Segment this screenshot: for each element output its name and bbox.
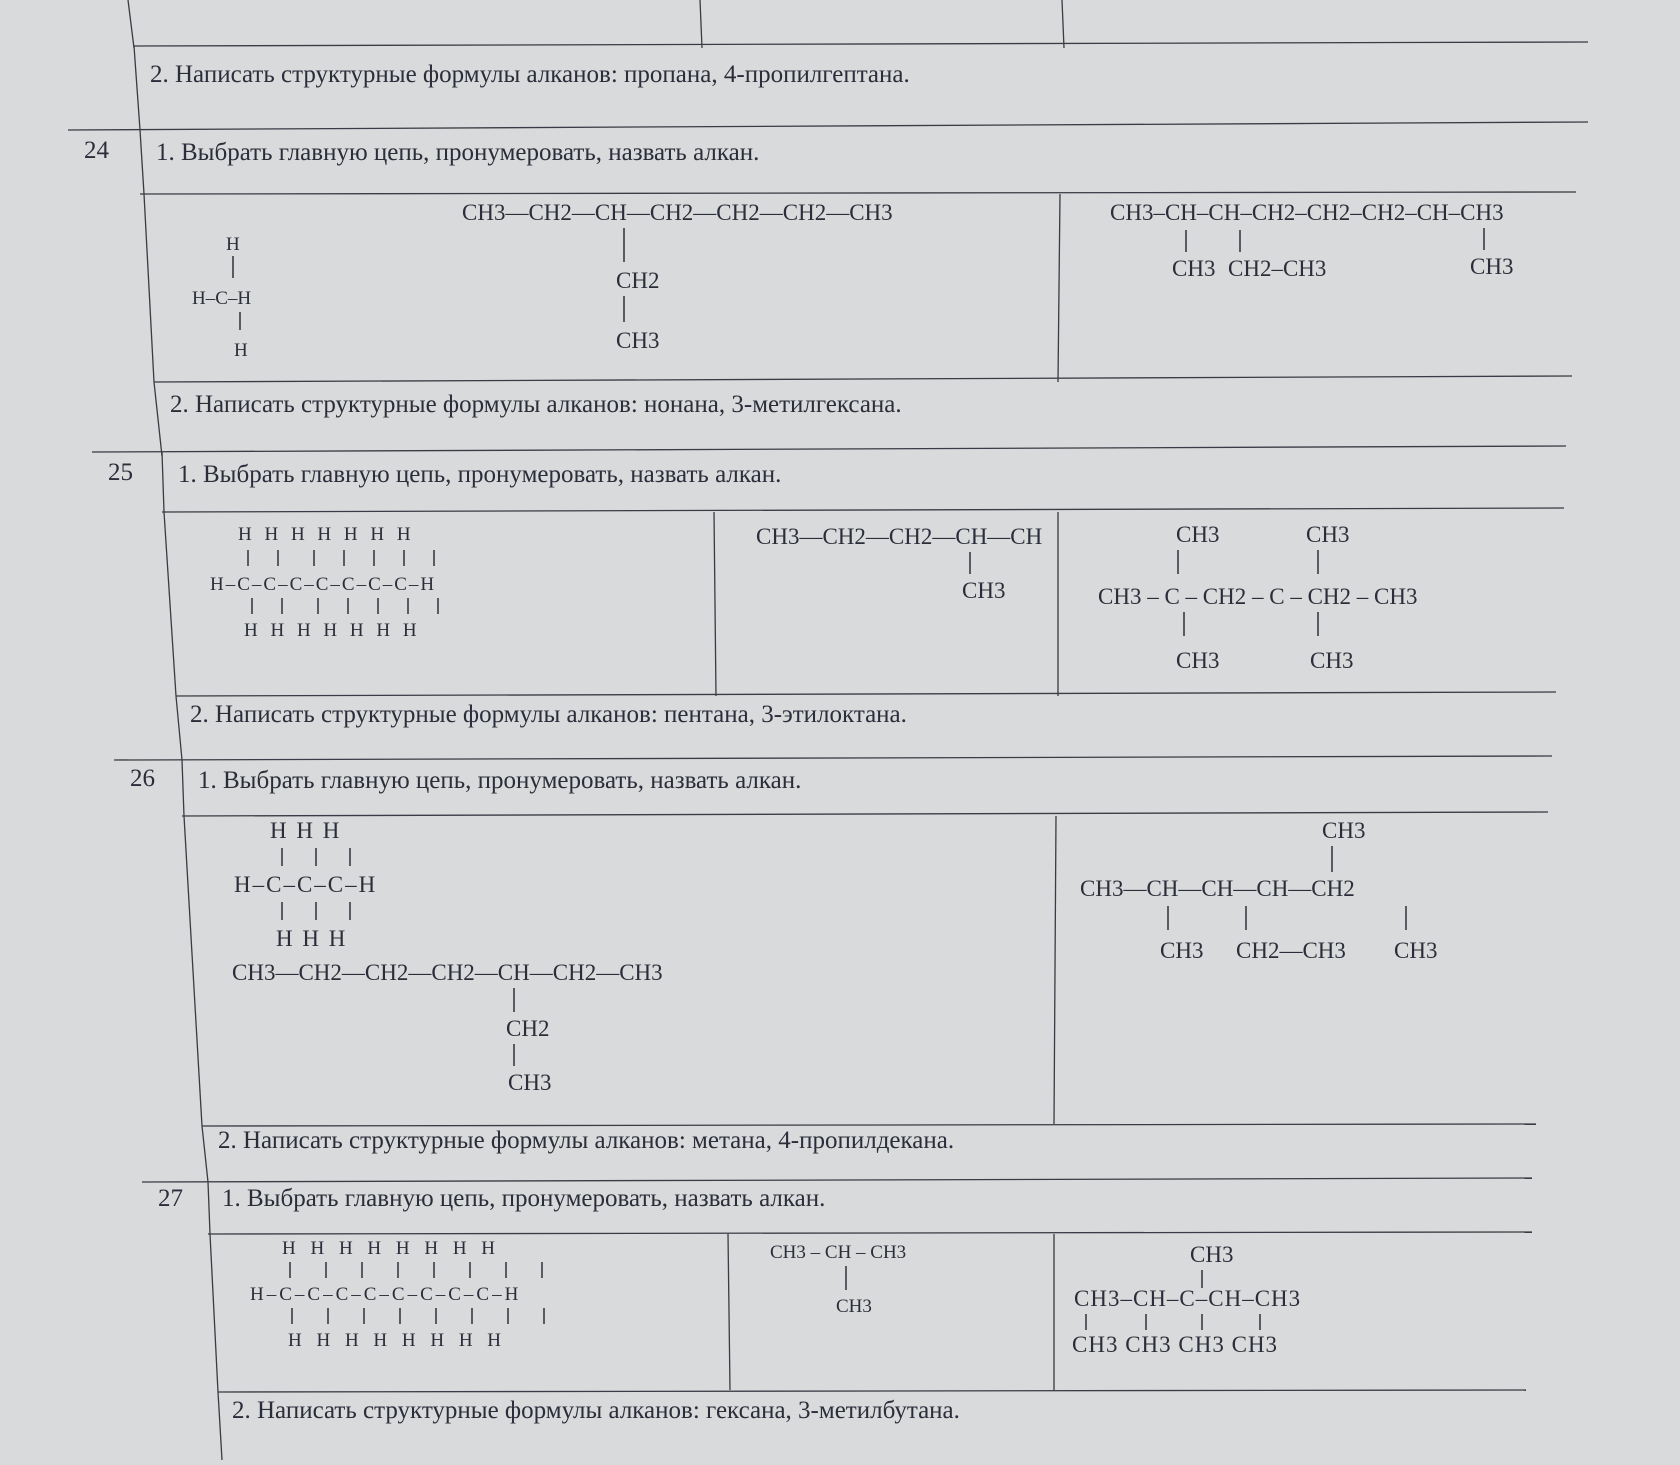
formula-branch: CH3	[1172, 256, 1216, 281]
row-26-task1: 1. Выбрать главную цепь, пронумеровать, назвать алкан.	[198, 767, 802, 794]
formula-26a	[232, 818, 663, 1095]
formula-bonds-bottom	[252, 598, 438, 614]
formula-chain: CH3—CH—CH—CH—CH2	[1080, 876, 1355, 901]
formula-24c	[1110, 200, 1513, 281]
formula-h-row: H H H H H H H H	[282, 1238, 501, 1259]
formula-27b	[770, 1242, 906, 1317]
formula-bonds-top	[248, 550, 434, 566]
formula-chain: CH3–CH–C–CH–CH3	[1074, 1286, 1302, 1311]
formula-24b	[462, 200, 893, 353]
formula-h-row: H H H H H H H	[244, 620, 421, 641]
formula-branch: CH3	[1310, 648, 1354, 673]
row-top-task2: 2. Написать структурные формулы алканов: пропана, 4-пропилгептана.	[150, 61, 910, 88]
formula-atom: H	[234, 340, 248, 361]
formula-branch: CH2—CH3	[1236, 938, 1346, 963]
formula-branch: CH2	[616, 268, 660, 293]
formula-h-row: H H H	[270, 818, 342, 843]
formula-atom: H	[226, 234, 240, 255]
formula-27a	[250, 1238, 544, 1351]
row-27-number: 27	[158, 1185, 183, 1212]
formula-branch: CH3	[962, 578, 1006, 603]
formula-branch: CH2–CH3	[1228, 256, 1327, 281]
row-27-task1: 1. Выбрать главную цепь, пронумеровать, назвать алкан.	[222, 1185, 826, 1212]
formula-branch: CH3	[836, 1296, 872, 1317]
row-25-task2: 2. Написать структурные формулы алканов: пентана, 3-этилоктана.	[190, 701, 907, 728]
formula-branch: CH3	[1176, 648, 1220, 673]
formula-h-row: H H H	[276, 926, 348, 951]
formula-branch: CH3	[616, 328, 660, 353]
row-26-task2: 2. Написать структурные формулы алканов: метана, 4-пропилдекана.	[218, 1127, 955, 1154]
formula-branch: CH3	[508, 1070, 552, 1095]
formula-chain: CH3—CH2—CH—CH2—CH2—CH2—CH3	[462, 200, 893, 225]
formula-26b	[1080, 818, 1437, 963]
formula-25c	[1098, 522, 1417, 673]
formula-chain: CH3 – CH – CH3	[770, 1242, 907, 1263]
formula-chain: H–C–C–C–H	[234, 872, 378, 897]
formula-27c	[1072, 1242, 1301, 1357]
formula-chain: CH3–CH–CH–CH2–CH2–CH2–CH–CH3	[1110, 200, 1504, 225]
formula-chain: H–C–C–C–C–C–C–C–H	[210, 574, 437, 595]
formula-branch: CH3 CH3 CH3 CH3	[1072, 1332, 1279, 1357]
formula-chain: CH3—CH2—CH2—CH—CH	[756, 524, 1043, 549]
formula-h-row: H H H H H H H H	[288, 1330, 507, 1351]
formula-25b	[756, 524, 1042, 603]
formula-branch: CH3	[1306, 522, 1350, 547]
formula-branch: CH3	[1322, 818, 1366, 843]
formula-branch: CH3	[1394, 938, 1438, 963]
formula-24a	[192, 234, 251, 361]
row-24-task2: 2. Написать структурные формулы алканов: нонана, 3-метилгексана.	[170, 391, 902, 418]
row-26-number: 26	[130, 765, 155, 792]
row-27-task2: 2. Написать структурные формулы алканов: гексана, 3-метилбутана.	[232, 1397, 960, 1424]
formula-branch: CH2	[506, 1016, 550, 1041]
formula-h-row: H H H H H H H	[238, 524, 415, 545]
row-25-number: 25	[108, 459, 133, 486]
formula-chain: H–C–C–C–C–C–C–C–C–H	[250, 1284, 522, 1305]
formula-chain: CH3—CH2—CH2—CH2—CH—CH2—CH3	[232, 960, 663, 985]
formula-25a	[210, 524, 438, 641]
formula-branch: CH3	[1470, 254, 1514, 279]
row-24-number: 24	[84, 137, 109, 164]
formula-branch: CH3	[1176, 522, 1220, 547]
formula-chain: CH3 – C – CH2 – C – CH2 – CH3	[1098, 584, 1418, 609]
formula-branch: CH3	[1160, 938, 1204, 963]
formula-branch: CH3	[1190, 1242, 1234, 1267]
formula-chain: H–C–H	[192, 288, 252, 309]
row-25-task1: 1. Выбрать главную цепь, пронумеровать, назвать алкан.	[178, 461, 782, 488]
row-24-task1: 1. Выбрать главную цепь, пронумеровать, назвать алкан.	[156, 139, 760, 166]
